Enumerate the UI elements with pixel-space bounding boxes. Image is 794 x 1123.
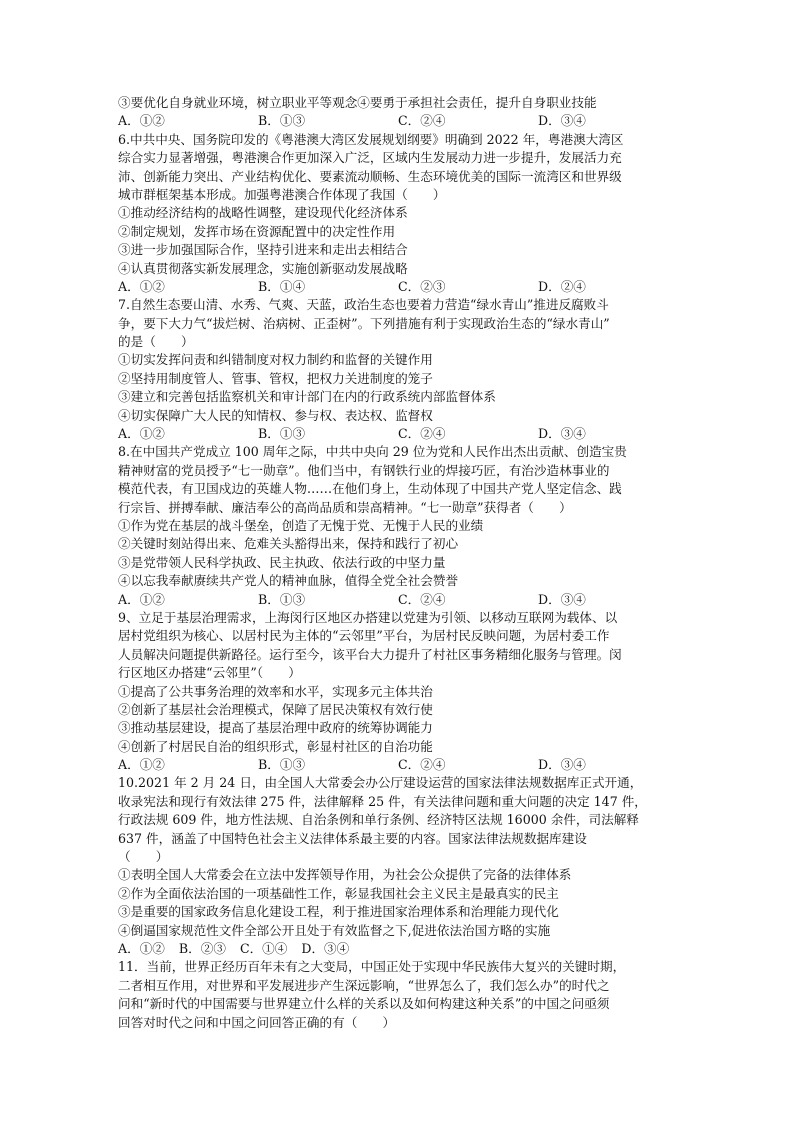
answer-option: D．③④ [538,113,586,129]
question-stem-line: 10.2021 年 2 月 24 日，由全国人大常委会办公厅建设运营的国家法律法规数据库正式开通， [118,775,643,791]
question-stem-line: 居村党组织为核心、以居村民为主体的“云邻里”平台，为居村民反映问题，为居村委工作 [118,628,610,644]
statement-item: ②坚持用制度管人、管事、管权，把权力关进制度的笼子 [118,370,433,386]
answer-options [118,591,678,609]
question-stem-line: 模范代表，有卫国戍边的英雄人物……在他们身上，生动体现了中国共产党人坚定信念、践 [118,481,622,497]
answer-option: A．①② [118,113,165,129]
answer-option: C．②③ [398,278,446,294]
statement-item: ③要优化自身就业环境，树立职业平等观念④要勇于承担社会责任，提升自身职业技能 [118,95,597,110]
answer-option: D．②④ [538,278,586,294]
question-q11 [118,958,678,1032]
answer-option: C．②④ [398,591,446,607]
statement-item: ②关键时刻站得出来、危难关头豁得出来，保持和践行了初心 [118,536,459,552]
answer-option: A．①② [118,278,165,294]
question-stem-line: 回答对时代之问和中国之问回答正确的有（ ） [118,1014,396,1030]
question-stem-line: 行政法规 609 件，地方性法规、自治条例和单行条例、经济特区法规 16000 余件，司法解释 [118,812,639,828]
answer-option: B．①③ [258,757,306,773]
question-stem-line: 精神财富的党员授予“七一勋章”。他们当中，有钢铁行业的焊接巧匠，有治沙造林事业的 [118,462,610,478]
question-stem-line: 7.自然生态要山清、水秀、气爽、天蓝，政治生态也要着力营造“绿水青山”推进反腐败斗 [118,297,609,313]
question-stem-line: 综合实力显著增强，粤港澳合作更加深入广泛，区域内生发展动力进一步提升，发展活力充 [118,150,622,166]
answer-option: A．①② [118,757,165,773]
question-stem-line: 6.中共中央、国务院印发的《粤港澳大湾区发展规划纲要》明确到 2022 年，粤港澳大湾区 [118,131,624,147]
question-stem-line: 人员解决问题提供新路径。运行至今，该平台大力提升了村社区事务精细化服务与管理。闵 [118,646,622,662]
question-q10 [118,774,678,958]
question-stem-line: 行区地区办搭建“云邻里”（ ） [118,665,301,681]
answer-option: B．②③ [178,940,226,956]
answer-option: A．①② [118,591,165,607]
statement-item: ①作为党在基层的战斗堡垒，创造了无愧于党、无愧于人民的业绩 [118,517,484,533]
answer-option: D．③④ [538,757,586,773]
statement-item: ④以忘我奉献赓续共产党人的精神血脉，值得全党全社会赞誉 [118,573,459,589]
answer-option: C．①④ [239,940,288,956]
answer-option: A．①② [118,940,165,956]
statement-item: ④创新了村居民自治的组织形式，彰显村社区的自治功能 [118,738,433,754]
question-stem-line: 行宗旨、拼搏奉献、廉洁奉公的高尚品质和崇高精神。“七一勋章”获得者（ ） [118,499,572,515]
statement-item: ②作为全面依法治国的一项基础性工作，彰显我国社会主义民主是最真实的民主 [118,885,559,901]
question-stem-line: （ ） [118,849,169,865]
statement-item: ④倒逼国家规范性文件全部公开且处于有效监督之下,促进依法治国方略的实施 [118,922,551,938]
answer-option: D．③④ [538,426,586,442]
question-stem-line: 9、立足于基层治理需求，上海闵行区地区办搭建以党建为引领、以移动互联网为载体、以 [118,609,618,625]
statement-item: ③是党带领人民科学执政、民主执政、依法行政的中坚力量 [118,554,446,570]
question-stem-line: 沛、创新能力突出、产业结构优化、要素流动顺畅、生态环境优美的国际一流湾区和世界级 [118,168,622,184]
statement-item: ③进一步加强国际合作，坚持引进来和走出去相结合 [118,242,408,258]
statement-item: ①表明全国人大常委会在立法中发挥领导作用，为社会公众提供了完备的法律体系 [118,867,572,883]
question-stem-line: 11．当前，世界正经历百年未有之大变局，中国正处于实现中华民族伟大复兴的关键时期， [118,959,626,975]
answer-option: A．①② [118,426,165,442]
answer-option: C．②④ [398,757,446,773]
statement-item: ②制定规划，发挥市场在资源配置中的决定性作用 [118,223,396,239]
answer-option: C．②④ [398,113,446,129]
question-list [118,94,678,1032]
question-stem-line: 城市群框架基本形成。加强粤港澳合作体现了我国（ ） [118,186,446,202]
statement-item: ①切实发挥问责和纠错制度对权力制约和监督的关键作用 [118,352,433,368]
question-stem-line: 637 件，涵盖了中国特色社会主义法律体系最主要的内容。国家法律法规数据库建设 [118,830,587,846]
statement-item: ③建立和完善包括监察机关和审计部门在内的行政系统内部监督体系 [118,389,496,405]
answer-option: D．③④ [538,591,586,607]
statement-item: ①提高了公共事务治理的效率和水平，实现多元主体共治 [118,683,433,699]
answer-option: C．②④ [398,426,446,442]
answer-options [118,940,678,958]
question-stem-line: 的是（ ） [118,334,194,350]
question-q6 [118,131,678,297]
answer-options [118,425,678,443]
question-stem-line: 收录宪法和现行有效法律 275 件，法律解释 25 件，有关法律问题和重大问题的决定 147 件， [118,793,647,809]
statement-item: ③推动基层建设，提高了基层治理中政府的统筹协调能力 [118,720,433,736]
answer-option: B．①④ [258,278,306,294]
question-q5-tail [118,94,678,131]
answer-options [118,756,678,774]
answer-options [118,278,678,296]
answer-option: B．①③ [258,591,306,607]
statement-item: ④切实保障广大人民的知情权、参与权、表达权、监督权 [118,407,433,423]
answer-option: D．③④ [301,940,350,956]
question-q7 [118,296,678,443]
answer-option: B．①③ [258,426,306,442]
question-stem-line: 二者相互作用，对世界和平发展进步产生深远影响，“世界怎么了，我们怎么办”的时代之 [118,977,610,993]
question-q8 [118,443,678,609]
answer-option: B．①③ [258,113,306,129]
question-stem-line: 问和“新时代的中国需要与世界建立什么样的关系以及如何构建这种关系”的中国之问亟须 [118,996,610,1012]
question-stem-line: 争，要下大力气“拔烂树、治病树、正歪树”。下列措施有利于实现政治生态的“绿水青山” [118,315,610,331]
question-q9 [118,609,678,775]
answer-options [118,112,678,130]
question-stem-line: 8.在中国共产党成立 100 周年之际，中共中央向 29 位为党和人民作出杰出贡献、创造宝贵 [118,444,627,460]
statement-item: ③是重要的国家政务信息化建设工程，利于推进国家治理体系和治理能力现代化 [118,904,559,920]
statement-item: ①推动经济结构的战略性调整，建设现代化经济体系 [118,205,408,221]
statement-item: ④认真贯彻落实新发展理念，实施创新驱动发展战略 [118,260,408,276]
statement-item: ②创新了基层社会治理模式，保障了居民决策权有效行使 [118,701,433,717]
